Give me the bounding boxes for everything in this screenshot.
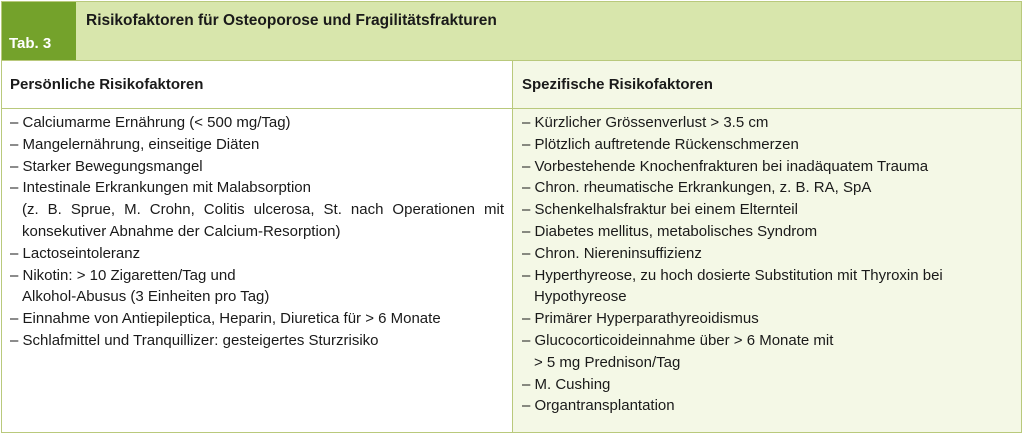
specific-risk-factors-list [513, 109, 1021, 432]
list-item: – Schlafmittel und Tranquillizer: gesteigertes Sturzrisiko [10, 331, 379, 349]
list-item: – Starker Bewegungsmangel [10, 157, 203, 175]
list-item-continuation: (z. B. Sprue, M. Crohn, Colitis ulcerosa, St. nach Operationen mit [22, 201, 504, 219]
list-item: – Mangelernährung, einseitige Diäten [10, 135, 260, 153]
list-item: – Chron. rheumatische Erkrankungen, z. B. RA, SpA [522, 179, 872, 197]
list-item: – Nikotin: > 10 Zigaretten/Tag und [10, 266, 236, 284]
list-item: – Diabetes mellitus, metabolisches Syndrom [522, 222, 818, 240]
list-item: – Chron. Niereninsuffizienz [522, 244, 702, 262]
list-item: – Hyperthyreose, zu hoch dosierte Substitution mit Thyroxin bei [522, 266, 943, 284]
personal-risk-factors-list [2, 109, 512, 432]
table-number-label: Tab. 3 [2, 2, 76, 60]
list-item: – Calciumarme Ernährung (< 500 mg/Tag) [10, 114, 291, 131]
list-item: – Plötzlich auftretende Rückenschmerzen [522, 135, 799, 153]
list-item: – Lactoseintoleranz [10, 244, 141, 262]
list-item-continuation: Hypothyreose [534, 288, 627, 306]
list-item: – Intestinale Erkrankungen mit Malabsorption [10, 179, 311, 197]
list-item: – Vorbestehende Knochenfrakturen bei inadäquatem Trauma [522, 157, 929, 175]
column-header-specific: Spezifische Risikofaktoren [513, 61, 1021, 108]
list-item: – M. Cushing [522, 375, 611, 393]
list-item: – Schenkelhalsfraktur bei einem Elternteil [522, 201, 798, 219]
column-header-personal: Persönliche Risikofaktoren [2, 61, 512, 108]
list-item: – Einnahme von Antiepileptica, Heparin, Diuretica für > 6 Monate [10, 310, 441, 328]
list-item: – Organtransplantation [522, 397, 675, 415]
list-item-continuation: Alkohol-Abusus (3 Einheiten pro Tag) [22, 288, 270, 306]
list-item-continuation: > 5 mg Prednison/Tag [534, 353, 681, 371]
list-item: – Kürzlicher Grössenverlust > 3.5 cm [522, 114, 769, 131]
table-frame [1, 1, 1022, 433]
list-item: – Glucocorticoideinnahme über > 6 Monate mit [522, 331, 834, 349]
list-item: – Primärer Hyperparathyreoidismus [522, 310, 759, 328]
table-title: Risikofaktoren für Osteoporose und Fragilitätsfrakturen [86, 12, 497, 29]
table-header-bar [2, 2, 1021, 60]
list-item-continuation: konsekutiver Abnahme der Calcium-Resorption) [22, 222, 341, 240]
